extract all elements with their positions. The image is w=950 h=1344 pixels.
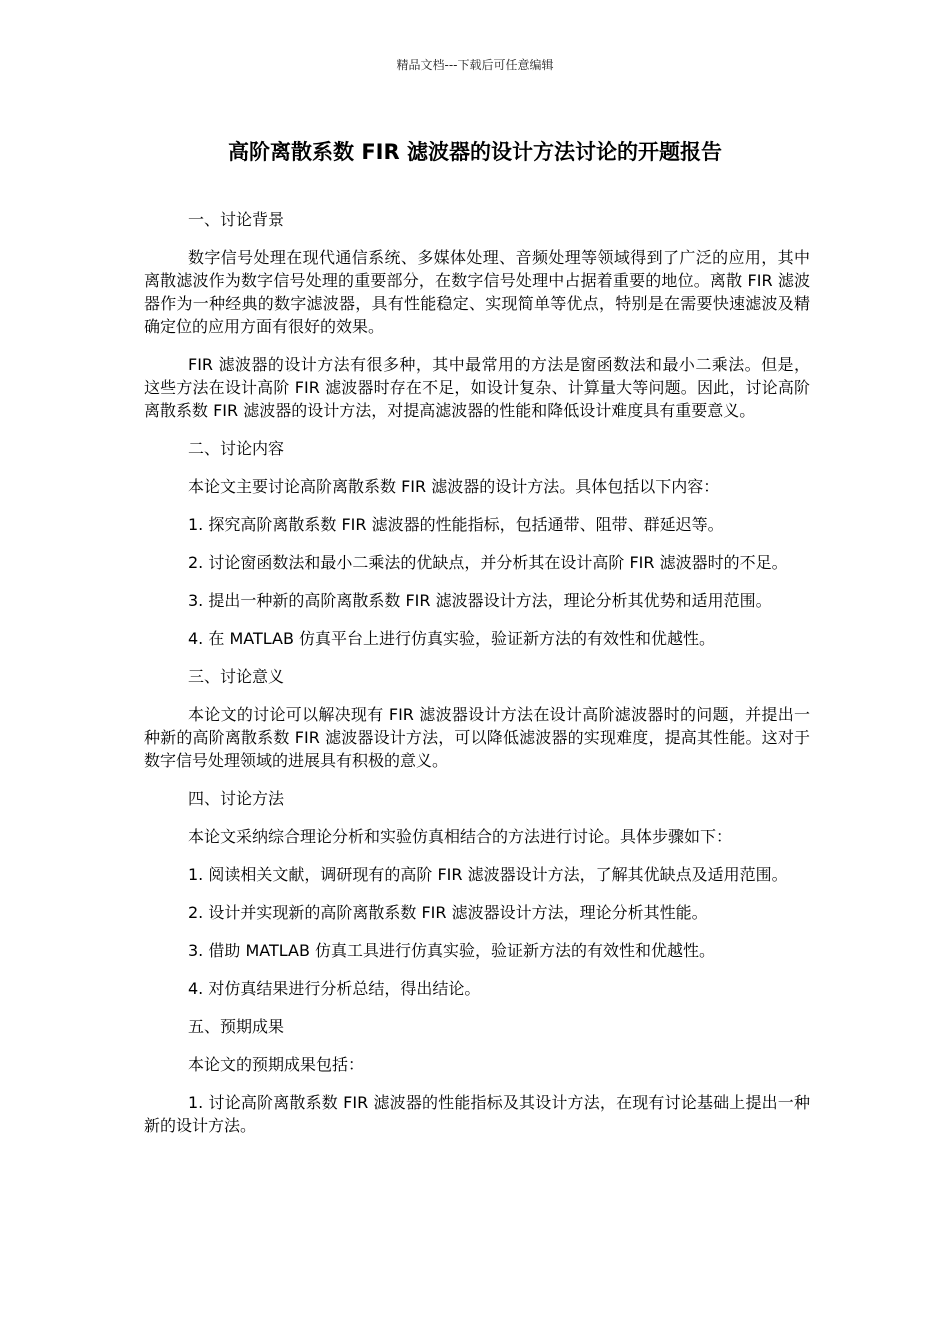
- section-heading-outcomes: 五、预期成果: [188, 1017, 285, 1036]
- paragraph-method-intro: 本论文采纳综合理论分析和实验仿真相结合的方法进行讨论。具体步骤如下：: [188, 827, 733, 846]
- list-item-outcomes-1: 1. 讨论高阶离散系数 FIR 滤波器的性能指标及其设计方法，在现有讨论基础上提出一种新的设计方法。: [144, 1093, 810, 1135]
- section-heading-background: 一、讨论背景: [188, 210, 285, 229]
- header-note: 精品文档---下载后可任意编辑: [396, 58, 554, 72]
- paragraph-significance: 本论文的讨论可以解决现有 FIR 滤波器设计方法在设计高阶滤波器时的问题，并提出一种新的高阶离散系数 FIR 滤波器设计方法，可以降低滤波器的实现难度，提高其性能。这对于数字信号处理领域的进展具有积极的意义。: [144, 705, 810, 770]
- list-item-content-3: 3. 提出一种新的高阶离散系数 FIR 滤波器设计方法，理论分析其优势和适用范围。: [188, 591, 772, 610]
- document-body: [144, 208, 810, 1152]
- list-item-content-2: 2. 讨论窗函数法和最小二乘法的优缺点，并分析其在设计高阶 FIR 滤波器时的不足。: [188, 553, 788, 572]
- list-item-method-2: 2. 设计并实现新的高阶离散系数 FIR 滤波器设计方法，理论分析其性能。: [188, 903, 708, 922]
- paragraph-background-2: FIR 滤波器的设计方法有很多种，其中最常用的方法是窗函数法和最小二乘法。但是，这些方法在设计高阶 FIR 滤波器时存在不足，如设计复杂、计算量大等问题。因此，讨论高阶离散系数 FIR 滤波器的设计方法，对提高滤波器的性能和降低设计难度具有重要意义。: [144, 355, 810, 420]
- document-title: 高阶离散系数 FIR 滤波器的设计方法讨论的开题报告: [228, 140, 722, 164]
- list-item-method-1: 1. 阅读相关文献，调研现有的高阶 FIR 滤波器设计方法，了解其优缺点及适用范围。: [188, 865, 788, 884]
- list-item-method-3: 3. 借助 MATLAB 仿真工具进行仿真实验，验证新方法的有效性和优越性。: [188, 941, 716, 960]
- list-item-method-4: 4. 对仿真结果进行分析总结，得出结论。: [188, 979, 481, 998]
- paragraph-background-1: 数字信号处理在现代通信系统、多媒体处理、音频处理等领域得到了广泛的应用，其中离散滤波作为数字信号处理的重要部分，在数字信号处理中占据着重要的地位。离散 FIR 滤波器作为一种经典的数字滤波器，具有性能稳定、实现简单等优点，特别是在需要快速滤波及精确定位的应用方面有很好的效果。: [144, 248, 810, 336]
- section-heading-method: 四、讨论方法: [188, 789, 285, 808]
- list-item-content-1: 1. 探究高阶离散系数 FIR 滤波器的性能指标，包括通带、阻带、群延迟等。: [188, 515, 724, 534]
- paragraph-content-intro: 本论文主要讨论高阶离散系数 FIR 滤波器的设计方法。具体包括以下内容：: [188, 477, 720, 496]
- section-heading-content: 二、讨论内容: [188, 439, 285, 458]
- section-heading-significance: 三、讨论意义: [188, 667, 285, 686]
- list-item-content-4: 4. 在 MATLAB 仿真平台上进行仿真实验，验证新方法的有效性和优越性。: [188, 629, 716, 648]
- paragraph-outcomes-intro: 本论文的预期成果包括：: [188, 1055, 365, 1074]
